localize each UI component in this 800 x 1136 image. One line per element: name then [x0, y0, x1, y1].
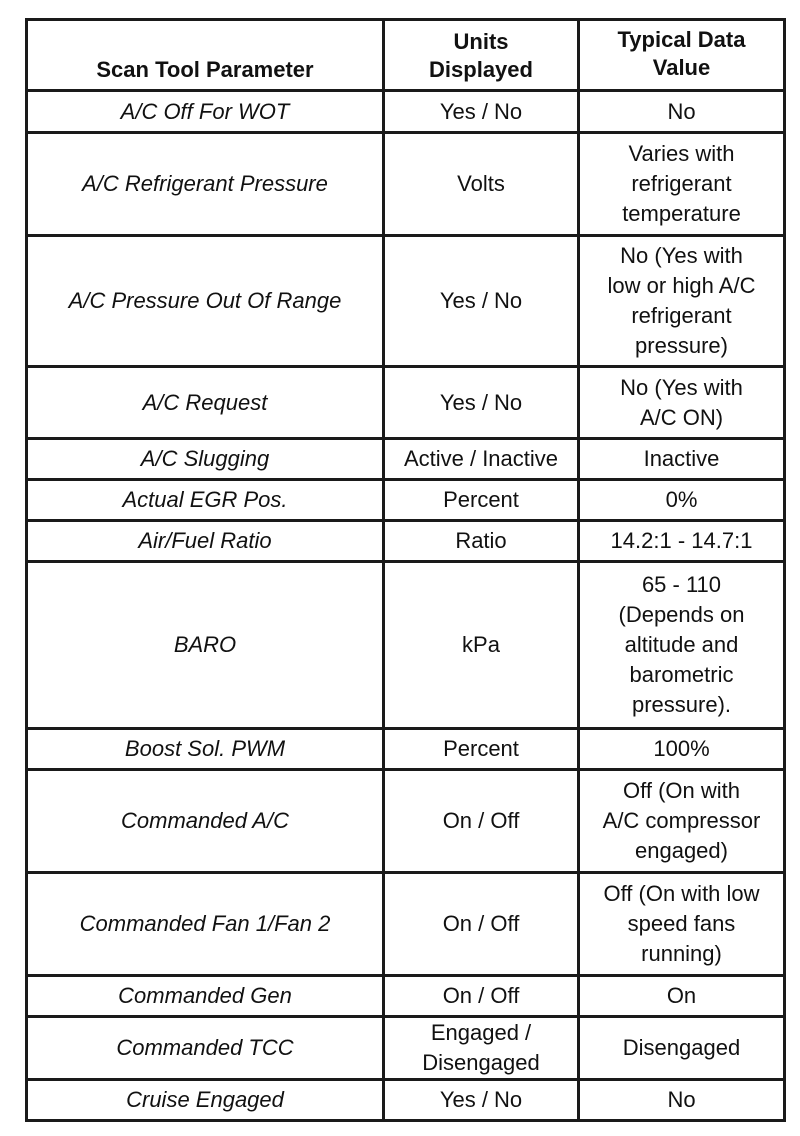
parameter-cell: Commanded TCC [27, 1017, 384, 1080]
parameter-cell: A/C Pressure Out Of Range [27, 236, 384, 367]
header-typical-data-value [579, 20, 785, 91]
typical-value-line: Disengaged [622, 1035, 741, 1060]
table-row [27, 367, 785, 439]
typical-value-line: On [666, 983, 697, 1008]
table-row [27, 521, 785, 562]
typical-value-line: A/C ON) [639, 404, 724, 430]
typical-value-line: (Depends on [618, 602, 745, 627]
units-line: Active / Inactive [403, 446, 559, 471]
units-cell [384, 1080, 579, 1121]
typical-value-cell [579, 873, 785, 976]
units-cell [384, 367, 579, 439]
units-line: Ratio [455, 528, 507, 553]
typical-value-line: No [667, 1087, 696, 1112]
parameter-cell: Boost Sol. PWM [27, 729, 384, 770]
typical-value-line: low or high A/C [607, 273, 756, 298]
typical-value-line: refrigerant [631, 171, 732, 196]
table-row [27, 236, 785, 367]
header-units-displayed [384, 20, 579, 91]
units-line: Disengaged [422, 1050, 540, 1075]
scan-tool-parameter-table [25, 18, 786, 1122]
parameter-cell: A/C Off For WOT [27, 91, 384, 133]
typical-value-line: temperature [622, 201, 741, 226]
parameter-cell: Air/Fuel Ratio [27, 521, 384, 562]
typical-value-cell [579, 562, 785, 729]
typical-value-line: A/C compressor [602, 808, 761, 833]
table-row [27, 873, 785, 976]
units-line: Percent [443, 487, 519, 512]
typical-value-cell [579, 1017, 785, 1080]
header-units-line: Units [453, 29, 509, 54]
units-cell [384, 480, 579, 521]
units-line: Yes / No [439, 288, 523, 313]
parameter-cell: BARO [27, 562, 384, 729]
typical-value-cell [579, 236, 785, 367]
parameter-cell: Actual EGR Pos. [27, 480, 384, 521]
typical-value-cell [579, 367, 785, 439]
units-cell [384, 1017, 579, 1080]
parameter-cell: A/C Refrigerant Pressure [27, 133, 384, 236]
units-line: Yes / No [439, 98, 523, 124]
header-scan-tool-parameter: Scan Tool Parameter [27, 20, 384, 91]
units-line: Yes / No [439, 1087, 523, 1112]
table-row [27, 1017, 785, 1080]
table-row [27, 562, 785, 729]
table-row [27, 976, 785, 1017]
typical-value-line: 14.2:1 - 14.7:1 [610, 528, 753, 553]
typical-value-line: pressure). [631, 692, 732, 717]
units-cell [384, 91, 579, 133]
units-line: Volts [457, 171, 505, 196]
typical-value-line: barometric [629, 662, 734, 687]
table-row [27, 1080, 785, 1121]
units-cell [384, 236, 579, 367]
units-cell [384, 439, 579, 480]
units-cell [384, 976, 579, 1017]
parameter-cell: Commanded Fan 1/Fan 2 [27, 873, 384, 976]
table-row [27, 439, 785, 480]
typical-value-line: pressure) [635, 333, 728, 358]
typical-value-line: Varies with [628, 141, 735, 166]
table-header-row [27, 20, 785, 91]
units-line: On / Off [442, 983, 520, 1008]
typical-value-line: No [667, 98, 696, 124]
units-cell [384, 873, 579, 976]
parameter-cell: Commanded A/C [27, 770, 384, 873]
typical-value-line: altitude and [624, 632, 739, 657]
typical-value-line: Off (On with low [603, 881, 760, 906]
typical-value-line: No (Yes with [620, 243, 743, 268]
typical-value-cell [579, 133, 785, 236]
typical-value-cell [579, 91, 785, 133]
units-line: kPa [462, 632, 500, 657]
header-typical-line: Typical Data [617, 27, 746, 52]
typical-value-cell [579, 729, 785, 770]
parameter-cell: Cruise Engaged [27, 1080, 384, 1121]
typical-value-line: 65 - 110 [641, 572, 722, 597]
typical-value-cell [579, 770, 785, 873]
typical-value-line: No (Yes with [620, 374, 743, 400]
table-row [27, 480, 785, 521]
units-cell [384, 562, 579, 729]
parameter-cell: A/C Slugging [27, 439, 384, 480]
typical-value-line: engaged) [635, 838, 728, 863]
table-row [27, 133, 785, 236]
units-cell [384, 770, 579, 873]
typical-value-line: Off (On with [623, 778, 740, 803]
units-cell [384, 521, 579, 562]
typical-value-line: 0% [665, 487, 698, 512]
units-cell [384, 729, 579, 770]
units-line: Yes / No [439, 389, 523, 415]
typical-value-cell [579, 976, 785, 1017]
typical-value-cell [579, 480, 785, 521]
table-row [27, 770, 785, 873]
header-units-line: Displayed [429, 57, 533, 82]
table-row [27, 729, 785, 770]
typical-value-cell [579, 439, 785, 480]
typical-value-line: running) [641, 941, 722, 966]
table-row [27, 91, 785, 133]
typical-value-line: speed fans [627, 911, 736, 936]
typical-value-cell [579, 1080, 785, 1121]
typical-value-line: Inactive [643, 446, 720, 471]
table-body [27, 91, 785, 1121]
parameter-cell: A/C Request [27, 367, 384, 439]
units-line: Engaged / [430, 1020, 532, 1045]
typical-value-line: 100% [653, 736, 710, 761]
parameter-cell: Commanded Gen [27, 976, 384, 1017]
header-typical-line: Value [652, 55, 711, 80]
typical-value-line: refrigerant [631, 303, 732, 328]
typical-value-cell [579, 521, 785, 562]
units-line: Percent [443, 736, 519, 761]
units-line: On / Off [442, 808, 520, 833]
units-cell [384, 133, 579, 236]
units-line: On / Off [442, 911, 520, 936]
